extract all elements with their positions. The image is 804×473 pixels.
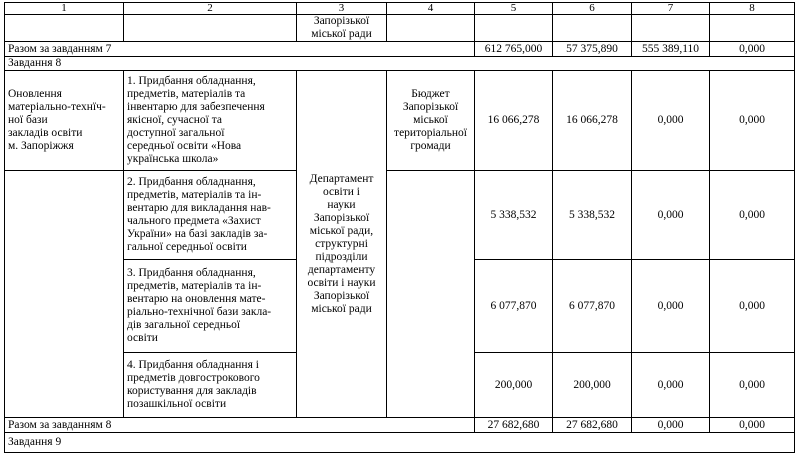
task8-goal-empty: [5, 171, 124, 418]
task8-item2-v5: 5 338,532: [475, 171, 553, 260]
col-header-3: 3: [297, 3, 387, 15]
task8-item-row-2: [5, 171, 795, 260]
task8-item2-v7: 0,000: [632, 171, 710, 260]
cont-cell-8: [710, 15, 795, 42]
task8-item1-text: 1. Придбання обладнання, предметів, матеріалів та інвентарю для забезпечення якісної, сучасної та доступної загальної середньої освіти «Нова українська школа»: [124, 71, 297, 171]
cont-cell-1: [5, 15, 124, 42]
task8-executor: Департамент освіти і науки Запорізької міської ради, структурні підрозділи департаменту освіти і науки Запорізької міської ради: [297, 71, 387, 418]
task8-item1-v7: 0,000: [632, 71, 710, 171]
task8-item3-v5: 6 077,870: [475, 260, 553, 353]
task8-item4-text: 4. Придбання обладнання і предметів довгострокового користування для закладів позашкільної освіти: [124, 353, 297, 418]
task8-item2-text: 2. Придбання обладнання, предметів, матеріалів та ін- вентарю для викладання нав- чального предмета «Захист України» на базі закладів за- гальної середньої освіти: [124, 171, 297, 260]
col-header-5: 5: [475, 3, 553, 15]
task8-source: Бюджет Запорізької міської територіальної громади: [387, 71, 475, 171]
task8-item3-v6: 6 077,870: [553, 260, 632, 353]
task8-source-empty: [387, 171, 475, 418]
cont-cell-7: [632, 15, 710, 42]
task8-item-row-1: [5, 71, 795, 171]
budget-table: [4, 2, 795, 453]
task8-title: Завдання 8: [5, 57, 795, 71]
task8-item3-v8: 0,000: [710, 260, 795, 353]
total8-label: Разом за завданням 8: [5, 418, 475, 433]
cont-executor: Запорізької міської ради: [297, 15, 387, 42]
continuation-row: [5, 15, 795, 42]
task8-item2-v8: 0,000: [710, 171, 795, 260]
task8-item1-v8: 0,000: [710, 71, 795, 171]
total7-v5: 612 765,000: [475, 42, 553, 57]
task8-item4-v8: 0,000: [710, 353, 795, 418]
column-numbers-row: [5, 3, 795, 15]
task8-item3-v7: 0,000: [632, 260, 710, 353]
col-header-6: 6: [553, 3, 632, 15]
task9-title: Завдання 9: [5, 433, 795, 453]
task8-item2-v6: 5 338,532: [553, 171, 632, 260]
total7-label: Разом за завданням 7: [5, 42, 475, 57]
col-header-2: 2: [124, 3, 297, 15]
task8-item4-v6: 200,000: [553, 353, 632, 418]
task8-item1-v5: 16 066,278: [475, 71, 553, 171]
col-header-7: 7: [632, 3, 710, 15]
task8-item4-v7: 0,000: [632, 353, 710, 418]
total-row-8: [5, 418, 795, 433]
total7-v7: 555 389,110: [632, 42, 710, 57]
col-header-4: 4: [387, 3, 475, 15]
col-header-1: 1: [5, 3, 124, 15]
task8-header-row: [5, 57, 795, 71]
cont-cell-4: [387, 15, 475, 42]
total8-v7: 0,000: [632, 418, 710, 433]
cont-cell-2: [124, 15, 297, 42]
task9-header-row: [5, 433, 795, 453]
task8-item1-v6: 16 066,278: [553, 71, 632, 171]
total8-v5: 27 682,680: [475, 418, 553, 433]
total-row-7: [5, 42, 795, 57]
total8-v8: 0,000: [710, 418, 795, 433]
task8-item4-v5: 200,000: [475, 353, 553, 418]
total7-v8: 0,000: [710, 42, 795, 57]
total8-v6: 27 682,680: [553, 418, 632, 433]
col-header-8: 8: [710, 3, 795, 15]
cont-cell-5: [475, 15, 553, 42]
cont-cell-6: [553, 15, 632, 42]
task8-item3-text: 3. Придбання обладнання, предметів, матеріалів та ін- вентарю на оновлення мате- ріально-технічної бази закла- дів загальної середньої освіти: [124, 260, 297, 353]
total7-v6: 57 375,890: [553, 42, 632, 57]
task8-goal: Оновлення матеріально-технїч- ної бази закладів освіти м. Запоріжжя: [5, 71, 124, 171]
